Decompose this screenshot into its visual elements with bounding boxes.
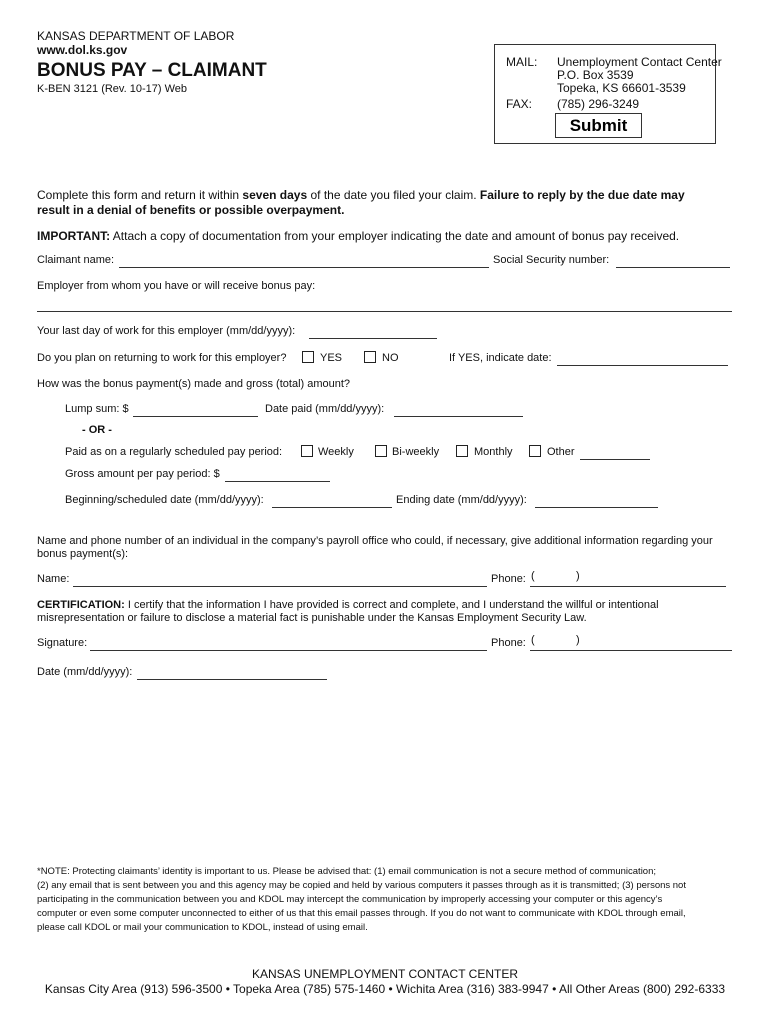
fax-label: FAX: — [506, 97, 533, 111]
note-line-2: (2) any email that is sent between you and this agency may be copied and held by various computers it passes through as it is transmitted; (3) persons not — [37, 880, 686, 891]
if-yes-label: If YES, indicate date: — [449, 352, 552, 364]
certification-text-1: I certify that the information I have provided is correct and complete, and I understand the willful or intentional — [124, 599, 659, 611]
important-text: Attach a copy of documentation from your employer indicating the date and amount of bonus pay received. — [110, 229, 680, 243]
monthly-checkbox[interactable] — [456, 445, 468, 457]
fax-number: (785) 296-3249 — [557, 97, 640, 111]
end-date-label: Ending date (mm/dd/yyyy): — [396, 494, 527, 506]
footer-phones: Kansas City Area (913) 596-3500 • Topeka Area (785) 575-1460 • Wichita Area (316) 383-9947 • All Other Areas (800) 292-6333 — [44, 982, 726, 996]
intro-paragraph-line-2: result in a denial of benefits or possible overpayment. — [37, 203, 345, 217]
signature-phone-input[interactable] — [530, 637, 732, 651]
payroll-contact-line-2: bonus payment(s): — [37, 548, 129, 560]
ssn-label: Social Security number: — [493, 254, 610, 266]
signature-label: Signature: — [37, 637, 88, 649]
paid-regular-label: Paid as on a regularly scheduled pay period: — [65, 446, 283, 458]
signature-phone-paren-open: ( — [531, 634, 535, 646]
note-line-4: computer or even some computer unconnected to either of us that this email passes through. If you do not want to communicate with KDOL through email, — [37, 908, 686, 919]
certification-line-1 — [37, 599, 659, 612]
other-checkbox[interactable] — [529, 445, 541, 457]
date-paid-input[interactable] — [394, 403, 523, 417]
monthly-label: Monthly — [474, 446, 513, 458]
employer-input[interactable] — [37, 298, 732, 312]
contact-phone-paren-close: ) — [576, 570, 580, 582]
certification-label: CERTIFICATION: — [37, 599, 125, 611]
intro-text-a: Complete this form and return it within — [37, 188, 243, 202]
note-line-1: *NOTE: Protecting claimants’ identity is important to us. Please be advised that: (1) email communication is not a secure method of communication; — [37, 866, 657, 877]
or-separator: - OR - — [82, 424, 112, 436]
contact-phone-label: Phone: — [491, 573, 526, 585]
note-line-3: participating in the communication between you and KDOL may intercept the communication by improperly accessing your computer or this agency’s — [37, 894, 663, 905]
yes-checkbox[interactable] — [302, 351, 314, 363]
weekly-label: Weekly — [318, 446, 354, 458]
mail-line-3: Topeka, KS 66601-3539 — [557, 81, 686, 95]
return-date-input[interactable] — [557, 352, 728, 366]
contact-name-input[interactable] — [73, 573, 487, 587]
last-day-label: Your last day of work for this employer (mm/dd/yyyy): — [37, 325, 296, 337]
contact-phone-paren-open: ( — [531, 570, 535, 582]
form-title: BONUS PAY – CLAIMANT — [37, 60, 267, 81]
gross-amount-label: Gross amount per pay period: $ — [65, 468, 220, 480]
other-label: Other — [547, 446, 575, 458]
intro-text-seven-days: seven days — [242, 188, 308, 202]
certification-line-2: misrepresentation or failure to disclose a material fact is punishable under the Kansas Employment Security Law. — [37, 612, 587, 624]
begin-date-input[interactable] — [272, 494, 392, 508]
ssn-input[interactable] — [616, 254, 730, 268]
agency-name: KANSAS DEPARTMENT OF LABOR — [37, 29, 235, 43]
mail-label: MAIL: — [506, 55, 538, 69]
no-label: NO — [382, 352, 399, 364]
weekly-checkbox[interactable] — [301, 445, 313, 457]
plan-return-label: Do you plan on returning to work for this employer? — [37, 352, 287, 364]
note-line-5: please call KDOL or mail your communication to KDOL, instead of using email. — [37, 922, 368, 933]
form-id: K-BEN 3121 (Rev. 10-17) Web — [37, 83, 187, 95]
lump-sum-input[interactable] — [133, 403, 258, 417]
signature-input[interactable] — [90, 637, 487, 651]
footer-center-name: KANSAS UNEMPLOYMENT CONTACT CENTER — [251, 967, 519, 981]
signature-phone-paren-close: ) — [576, 634, 580, 646]
how-paid-label: How was the bonus payment(s) made and gross (total) amount? — [37, 378, 351, 390]
contact-phone-input[interactable] — [530, 573, 726, 587]
gross-amount-input[interactable] — [225, 468, 330, 482]
employer-label: Employer from whom you have or will receive bonus pay: — [37, 280, 316, 292]
no-checkbox[interactable] — [364, 351, 376, 363]
mail-line-2: P.O. Box 3539 — [557, 68, 634, 82]
date-paid-label: Date paid (mm/dd/yyyy): — [265, 403, 385, 415]
claimant-name-input[interactable] — [119, 254, 489, 268]
other-input[interactable] — [580, 446, 650, 460]
biweekly-label: Bi-weekly — [392, 446, 440, 458]
important-note — [37, 229, 679, 243]
yes-label: YES — [320, 352, 343, 364]
intro-text-c: of the date you filed your claim. — [307, 188, 480, 202]
claimant-name-label: Claimant name: — [37, 254, 115, 266]
end-date-input[interactable] — [535, 494, 658, 508]
payroll-contact-line-1: Name and phone number of an individual in the company’s payroll office who could, if necessary, give additional information regarding your — [37, 535, 713, 547]
biweekly-checkbox[interactable] — [375, 445, 387, 457]
signature-phone-label: Phone: — [491, 637, 526, 649]
important-label: IMPORTANT: — [37, 229, 111, 243]
submit-button[interactable]: Submit — [555, 113, 642, 138]
lump-sum-label: Lump sum: $ — [65, 403, 129, 415]
contact-name-label: Name: — [37, 573, 70, 585]
begin-date-label: Beginning/scheduled date (mm/dd/yyyy): — [65, 494, 264, 506]
cert-date-input[interactable] — [137, 666, 327, 680]
cert-date-label: Date (mm/dd/yyyy): — [37, 666, 133, 678]
last-day-input[interactable] — [309, 325, 437, 339]
intro-paragraph-line-1 — [37, 188, 685, 202]
mail-line-1: Unemployment Contact Center — [557, 55, 722, 69]
agency-website: www.dol.ks.gov — [37, 43, 128, 57]
intro-text-warning: Failure to reply by the due date may — [479, 188, 685, 202]
